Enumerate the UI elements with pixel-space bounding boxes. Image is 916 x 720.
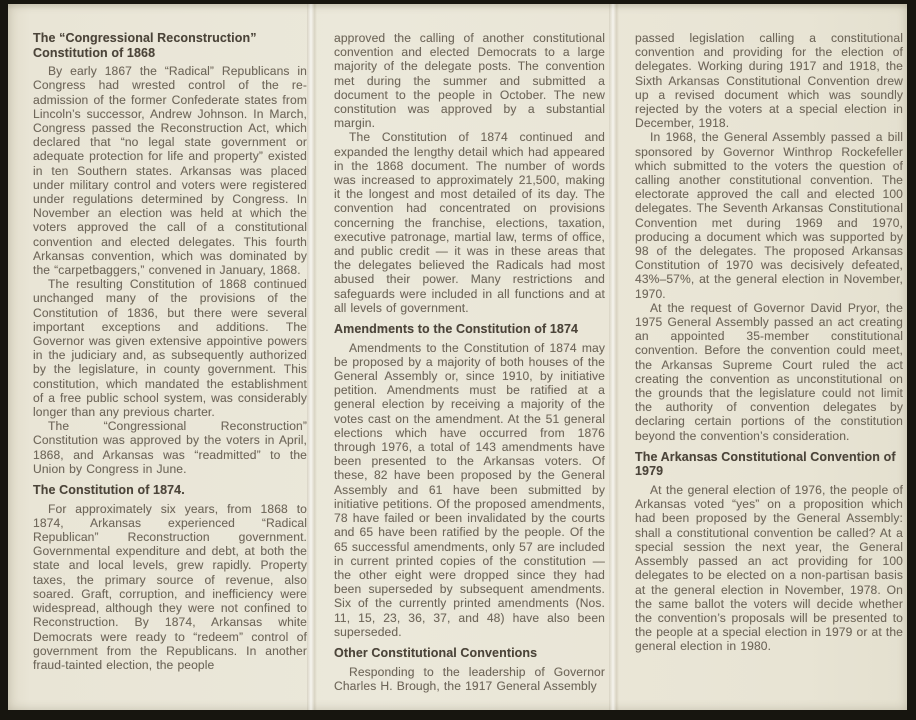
paragraph: The “Congressional Reconstruction” Constitution was approved by the voters in April, 1868, and Arkansas was “readmitted” to the Union by Congress in June.	[33, 419, 307, 476]
section-heading: Other Constitutional Conventions	[334, 645, 538, 660]
paragraph: Amendments to the Constitution of 1874 may be proposed by a majority of both houses of the General Assembly or, since 1910, by initiative petition. Amendments must be ratified at a general election by receiving a majority of the votes cast on the amendment. At the 51 general elections which have occurred from 1876 through 1976, a total of 143 amendments have been presented to the Arkansas voters. Of these, 82 have been proposed by the General Assembly and 61 have been submitted by initiative petitions. Of the proposed amendments, 78 have failed or been invalidated by the courts and 65 have been ratified by the people. Of the 65 successful amendments, only 57 are included in current printed copies of the constitution — the other eight were dropped since they had been superseded by subsequent amendments. Six of the currently printed amendments (Nos. 11, 15, 23, 36, 37, and 48) have also been superseded.	[334, 340, 605, 639]
paragraph: By early 1867 the “Radical” Republicans in Congress had wrested control of the re-admission of the former Confederate states from Lincoln’s successor, Andrew Johnson. In March, Congress passed the Reconstruction Act, which declared that “no legal state government or adequate protection for life and property” existed in ten Southern states. Arkansas was placed under military control and voters were registered under regulations determined by Congress. In November an election was held at which the voters approved the call of a constitutional convention and elected delegates. This fourth Arkansas convention, which was dominated by the “carpetbaggers,” convened in January, 1868.	[33, 64, 307, 278]
pamphlet-page	[8, 4, 907, 710]
text-column	[607, 4, 907, 710]
paragraph: In 1968, the General Assembly passed a bill sponsored by Governor Winthrop Rockefeller which submitted to the voters the question of calling another constitutional convention. The electorate approved the call and elected 100 delegates. The Seventh Arkansas Constitutional Convention met during 1969 and 1970, producing a document which was supported by 98 of the delegates. The proposed Arkansas Constitution of 1970 was decisively defeated, 43%–57%, at the general election in November, 1970.	[635, 130, 903, 301]
paragraph: At the request of Governor David Pryor, the 1975 General Assembly passed an act creating an appointed 35-member constitutional convention. Before the convention could meet, the Arkansas Supreme Court ruled the act creating the convention as unconstitutional on the grounds that the legislature could not limit the authority of convention delegates by declaring certain portions of the constitution beyond the convention’s consideration.	[635, 300, 903, 443]
paragraph: The resulting Constitution of 1868 continued unchanged many of the provisions of the Constitution of 1836, but there were several important exceptions and additions. The Governor was given extensive appointive powers in the judiciary and, as subsequently authorized by the legislature, in county government. This constitution, which mandated the establishment of a free public school system, was considerably longer than any previous charter.	[33, 277, 307, 420]
paragraph: At the general election of 1976, the people of Arkansas voted “yes” on a proposition which had been proposed by the General Assembly: shall a constitutional convention be called? At a special session the next year, the General Assembly passed an act providing for 100 delegates to be elected on a non-partisan basis at the general election in November, 1978. On the same ballot the voters will decide whether the convention’s proposals will be presented to the people at a special election in 1979 or at the general election in 1980.	[635, 483, 903, 654]
paragraph: For approximately six years, from 1868 to 1874, Arkansas experienced “Radical Republican” Reconstruction government. Governmental expenditure and debt, at both the state and local levels, grew rapidly. Property taxes, the primary source of revenue, also soared. Graft, corruption, and inefficiency were widespread, although they were not confined to Reconstruction. By 1874, Arkansas white Democrats were ready to “redeem” control of government from the Republicans. In another fraud-tainted election, the people	[33, 501, 307, 672]
section-heading: The Constitution of 1874.	[33, 483, 185, 498]
paragraph: The Constitution of 1874 continued and expanded the lengthy detail which had appeared in the 1868 document. The number of words was increased to approximately 21,500, making it the longest and most detailed of its day. The convention had concentrated on provisions concerning the franchise, elections, taxation, executive patronage, martial law, terms of office, and public credit — it was in these areas that the delegates believed the Radicals had most abused their power. Many restrictions and safeguards were included in all functions and at all levels of government.	[334, 130, 605, 315]
section-heading: Amendments to the Constitution of 1874	[334, 322, 579, 337]
paragraph: passed legislation calling a constitutional convention and providing for the election of delegates. Working during 1917 and 1918, the Sixth Arkansas Constitutional Convention drew up a revised document which was soundly rejected by the voters at a special election in December, 1918.	[635, 31, 903, 131]
section-heading: The Arkansas Constitutional Convention of 1979	[635, 449, 896, 479]
text-column	[8, 4, 310, 710]
paragraph: approved the calling of another constitutional convention and elected Democrats to a large majority of the delegate posts. The convention met during the summer and submitted a document to the people in October. The new constitution was approved by a substantial margin.	[334, 31, 605, 131]
section-heading: The “Congressional Reconstruction” Constitution of 1868	[33, 31, 257, 60]
paragraph: Responding to the leadership of Governor Charles H. Brough, the 1917 General Assembly	[334, 664, 605, 693]
text-column	[310, 4, 607, 710]
